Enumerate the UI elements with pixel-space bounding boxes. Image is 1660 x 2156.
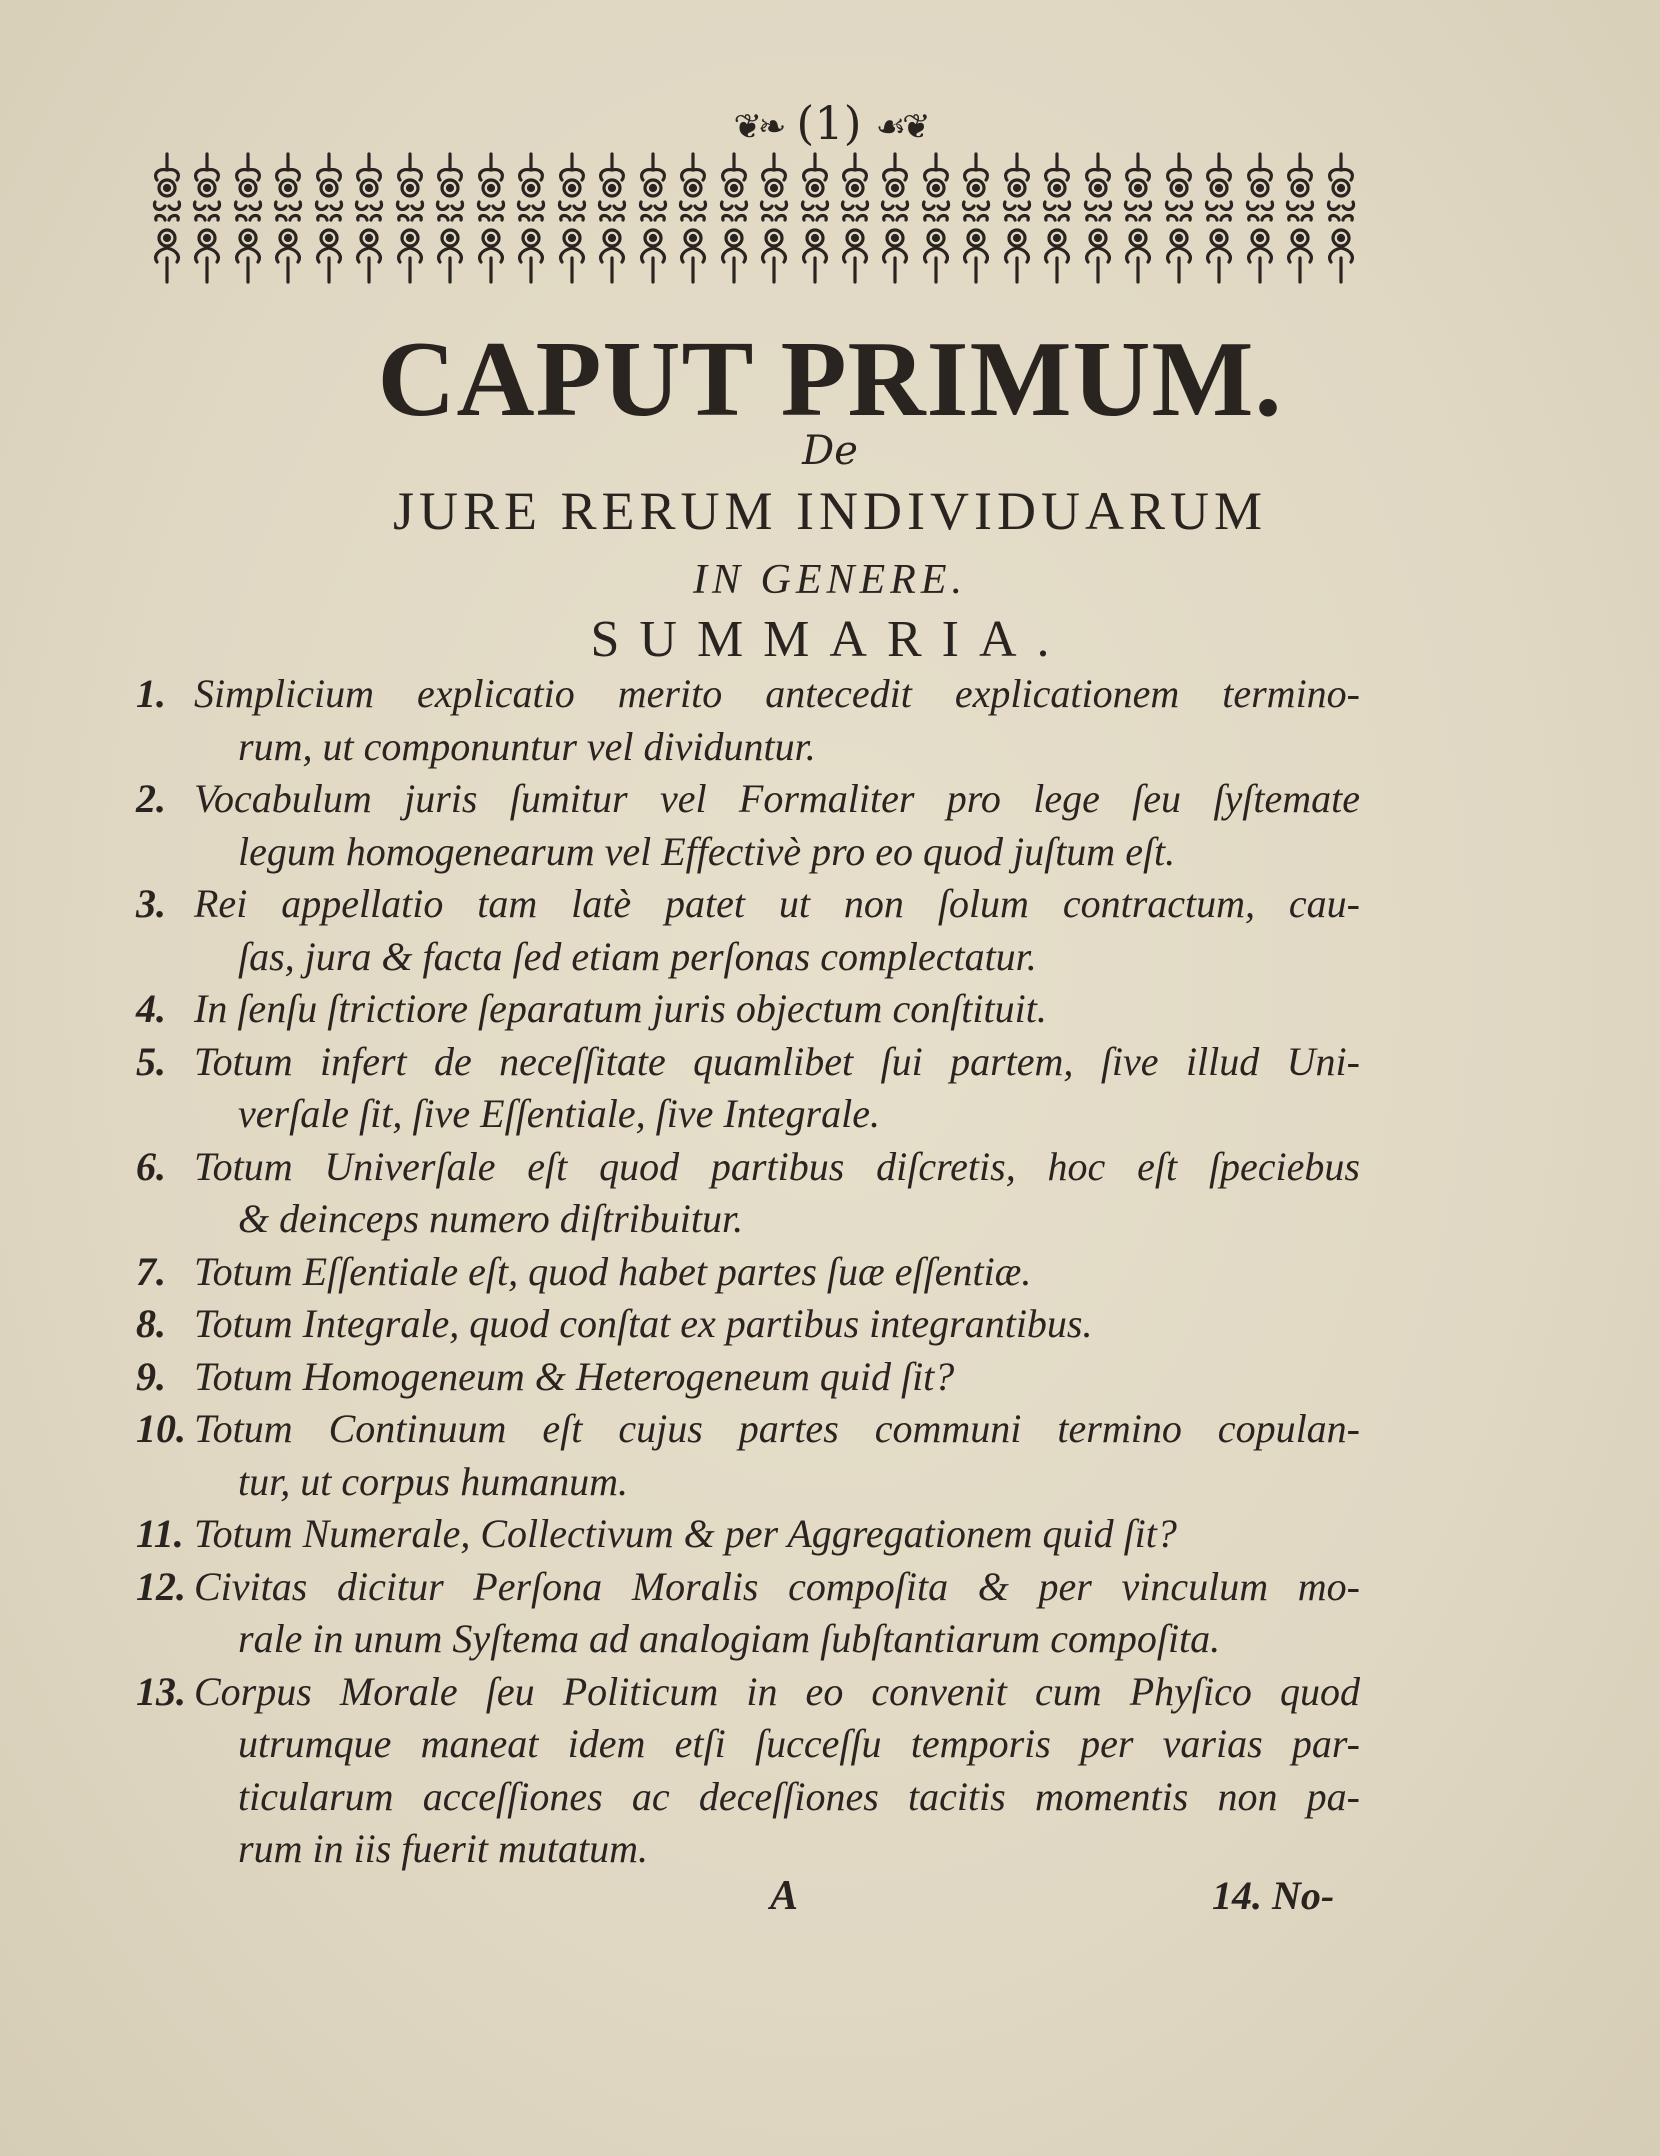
fleuron-icon — [1281, 150, 1319, 286]
fleuron-icon — [1160, 150, 1198, 286]
item-number: 6. — [136, 1143, 166, 1189]
fleuron-icon — [350, 150, 388, 286]
fleuron-icon — [553, 150, 591, 286]
summary-item — [136, 1298, 1360, 1351]
item-line: Totum Integrale, quod conſtat ex partibus integrantibus. — [194, 1301, 1093, 1346]
fleuron-icon — [472, 150, 510, 286]
summary-item — [136, 1561, 1360, 1666]
fleuron-icon — [836, 150, 874, 286]
ornamental-headpiece — [148, 150, 1360, 286]
summary-item — [136, 983, 1360, 1036]
summary-item — [136, 1141, 1360, 1246]
fleuron-icon — [755, 150, 793, 286]
item-number: 9. — [136, 1353, 166, 1399]
summary-item — [136, 773, 1360, 878]
fleuron-icon — [229, 150, 267, 286]
item-number: 8. — [136, 1301, 166, 1346]
fleuron-icon — [310, 150, 348, 286]
summaria-heading: SUMMARIA. — [590, 611, 1070, 668]
fleuron-icon — [1079, 150, 1117, 286]
fleuron-icon — [634, 150, 672, 286]
chapter-subtitle-2: IN GENERE. — [693, 557, 967, 603]
item-number: 7. — [136, 1248, 166, 1294]
item-line: rale in unum Syſtema ad analogiam ſubſtantiarum compoſita. — [238, 1616, 1221, 1661]
item-number: 12. — [136, 1563, 186, 1609]
chapter-title: CAPUT PRIMUM. — [377, 320, 1283, 439]
summary-item — [136, 1403, 1360, 1508]
summary-item — [136, 1246, 1360, 1299]
fleuron-icon — [1038, 150, 1076, 286]
fleuron-icon — [512, 150, 550, 286]
item-line: Totum Univerſale eſt quod partibus diſcretis, hoc eſt ſpeciebus — [194, 1143, 1360, 1189]
item-line: ticularum acceſſiones ac deceſſiones tacitis momentis non pa- — [238, 1773, 1360, 1819]
signature-mark: A — [770, 1873, 799, 1919]
fleuron-icon — [998, 150, 1036, 286]
item-line: verſale ſit, ſive Eſſentiale, ſive Integrale. — [238, 1091, 880, 1136]
fleuron-icon — [1200, 150, 1238, 286]
summary-item — [136, 1036, 1360, 1141]
fleuron-icon — [1119, 150, 1157, 286]
fleuron-icon — [917, 150, 955, 286]
item-line: Rei appellatio tam latè patet ut non ſolum contractum, cau- — [194, 881, 1360, 926]
item-number: 11. — [136, 1511, 184, 1556]
fleuron-icon — [715, 150, 753, 286]
item-line: ſas, jura & facta ſed etiam perſonas complectatur. — [238, 933, 1037, 979]
item-line: rum, ut componuntur vel dividuntur. — [238, 723, 816, 769]
fleuron-icon — [674, 150, 712, 286]
item-line: legum homogenearum vel Effectivè pro eo quod juſtum eſt. — [238, 828, 1176, 874]
fleuron-icon — [1241, 150, 1279, 286]
fleuron-icon — [876, 150, 914, 286]
item-line: Totum Continuum eſt cujus partes communi termino copulan- — [194, 1406, 1360, 1451]
item-number: 2. — [136, 776, 166, 821]
item-line: In ſenſu ſtrictiore ſeparatum juris objectum conſtituit. — [194, 986, 1047, 1031]
summary-list — [136, 668, 1360, 1876]
item-line: tur, ut corpus humanum. — [238, 1458, 629, 1504]
catchword: 14. No- — [1212, 1873, 1335, 1918]
item-number: 10. — [136, 1406, 186, 1451]
item-line: Totum Homogeneum & Heterogeneum quid ſit? — [194, 1353, 955, 1399]
item-line: utrumque maneat idem etſi ſucceſſu temporis per varias par- — [238, 1721, 1360, 1766]
item-line: Vocabulum juris ſumitur vel Formaliter pro lege ſeu ſyſtemate — [194, 776, 1360, 821]
page-number-header — [0, 96, 1660, 150]
fleuron-icon — [148, 150, 186, 286]
fleuron-icon — [593, 150, 631, 286]
item-line: & deinceps numero diſtribuitur. — [238, 1196, 744, 1241]
item-line: Totum infert de neceſſitate quamlibet ſui partem, ſive illud Uni- — [194, 1038, 1360, 1084]
item-line: Totum Eſſentiale eſt, quod habet partes ſuæ eſſentiæ. — [194, 1248, 1032, 1294]
item-line: Corpus Morale ſeu Politicum in eo convenit cum Phyſico quod — [194, 1668, 1360, 1714]
item-line: Totum Numerale, Collectivum & per Aggregationem quid ſit? — [194, 1511, 1177, 1556]
chapter-subtitle: JURE RERUM INDIVIDUARUM — [392, 481, 1267, 541]
fleuron-icon — [188, 150, 226, 286]
item-number: 5. — [136, 1038, 166, 1084]
item-number: 13. — [136, 1668, 186, 1714]
item-number: 1. — [136, 671, 166, 716]
summary-item — [136, 1351, 1360, 1404]
item-line: rum in iis fuerit mutatum. — [238, 1826, 649, 1871]
item-number: 4. — [136, 986, 166, 1031]
fleuron-left-icon: ❦❧ — [733, 107, 783, 147]
summary-item — [136, 1508, 1360, 1561]
fleuron-icon — [957, 150, 995, 286]
page-number: (1) — [796, 96, 862, 150]
fleuron-icon — [1322, 150, 1360, 286]
fleuron-icon — [391, 150, 429, 286]
fleuron-icon — [796, 150, 834, 286]
item-line: Civitas dicitur Perſona Moralis compoſita & per vinculum mo- — [194, 1563, 1360, 1609]
fleuron-icon — [431, 150, 469, 286]
item-number: 3. — [136, 881, 166, 926]
item-line: Simplicium explicatio merito antecedit explicationem termino- — [194, 671, 1360, 716]
summary-item — [136, 878, 1360, 983]
summary-item — [136, 1666, 1360, 1876]
fleuron-right-icon: ☙❦ — [875, 107, 927, 147]
fleuron-icon — [269, 150, 307, 286]
summary-item — [136, 668, 1360, 773]
chapter-de: De — [802, 428, 858, 474]
